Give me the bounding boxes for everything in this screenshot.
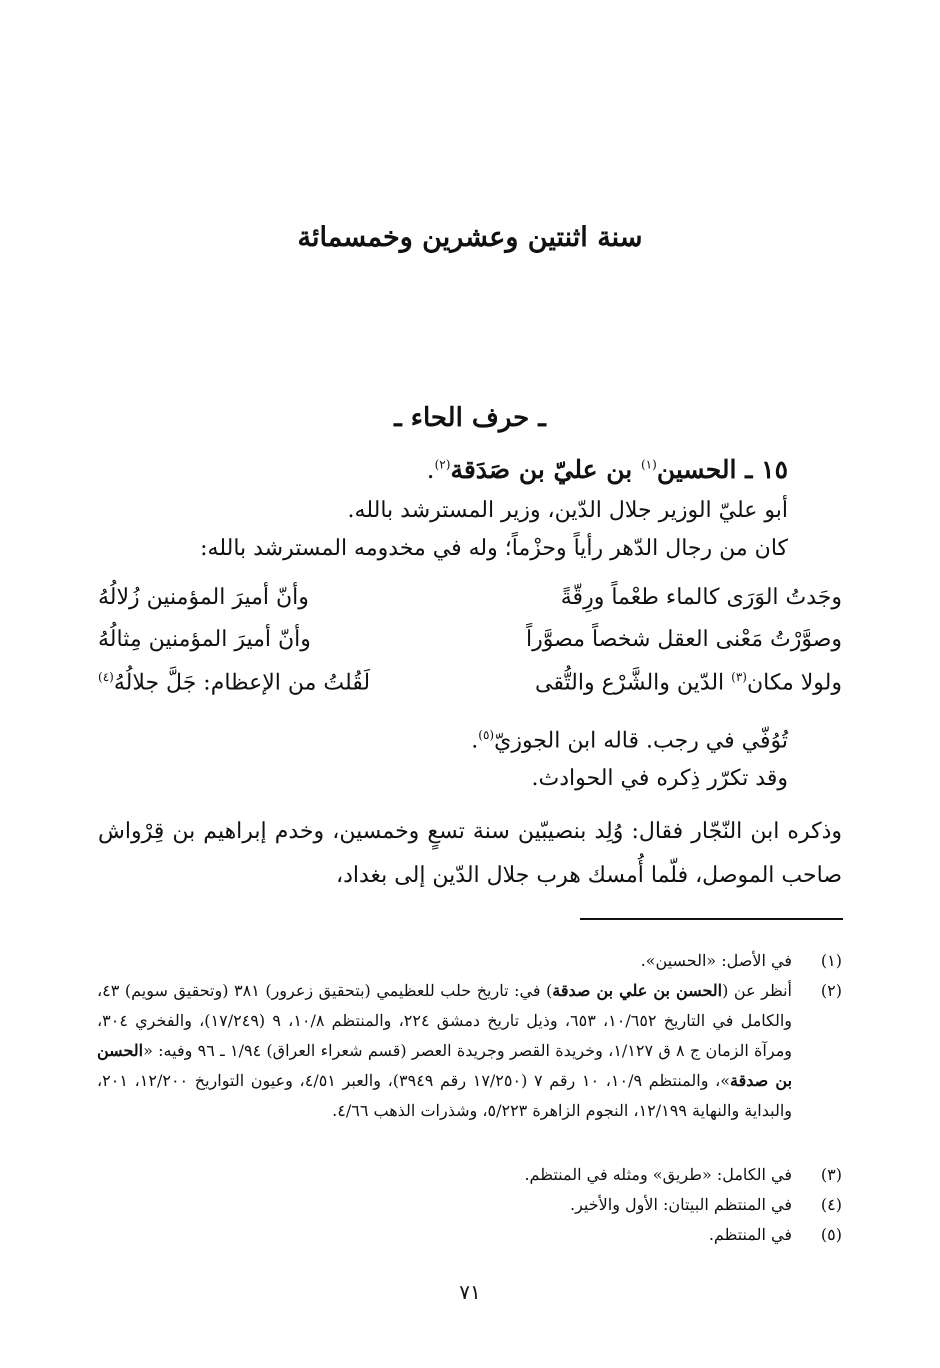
footnote-ref-2: (٢) <box>434 457 451 472</box>
verse-3-first-hemistich <box>535 670 842 695</box>
footnote-ref-5: (٥) <box>478 728 495 742</box>
verse-3-first-start: ولولا مكان <box>746 670 842 696</box>
footnote-ref-4: (٤) <box>98 670 114 684</box>
section-heading: ـ حرف الحاء ـ <box>394 403 546 433</box>
verse-2-first-hemistich: وصوَّرْتُ مَعْنى العقل شخصاً مصوَّراً <box>526 627 842 652</box>
footnote-2-bold-name-2: الحسن بن صدقة <box>97 1041 793 1090</box>
death-end: . <box>471 728 479 754</box>
intro-line: كان من رجال الدّهر رأياً وحزْماً؛ وله في مخدومه المسترشد بالله: <box>200 536 788 561</box>
entry-number: ١٥ ـ <box>745 455 788 484</box>
entry-heading <box>427 455 788 484</box>
footnote-separator <box>580 918 843 920</box>
poem-verse-1 <box>98 585 842 625</box>
kunya-line: أبو عليّ الوزير جلال الدّين، وزير المسترشد بالله. <box>347 498 788 523</box>
death-line <box>471 728 788 753</box>
poem-verse-3 <box>98 670 842 710</box>
entry-name-rest: بن عليّ بن صَدَقة <box>450 455 633 484</box>
footnote-2-bold-name: الحسن بن علي بن صدقة <box>552 981 723 1000</box>
page-number: ٧١ <box>459 1280 481 1304</box>
footnote-4 <box>97 1190 842 1220</box>
entry-name: الحسين <box>656 455 737 484</box>
death-text: تُوُفّي في رجب. قاله ابن الجوزيّ <box>494 728 788 754</box>
poem-verse-2 <box>98 627 842 667</box>
footnote-2-pre: أنظر عن ( <box>722 981 793 1000</box>
footnote-number: (١) <box>820 951 842 970</box>
repeat-line: وقد تكرّر ذِكره في الحوادث. <box>531 766 788 791</box>
footnote-5 <box>97 1220 842 1250</box>
verse-3-second-hemistich <box>98 670 370 695</box>
footnote-text: في المنتظم البيتان: الأول والأخير. <box>570 1195 792 1214</box>
footnote-2-body-2: »، والمنتظم ١٠/٩، ١٠ رقم ٧ (١٧/٢٥٠ رقم ٣٩٤٩)، والعبر ٤/٥١، وعيون التواريخ ١٢/٢٠٠، ٢٠١، والبداية والنهاية ١٢/١٩٩، النجوم الزاهرة ٥/٢٢٣، وشذرات الذهب ٤/٦٦. <box>97 1071 792 1120</box>
footnote-number: (٢) <box>820 981 842 1000</box>
footnote-3 <box>97 1160 842 1190</box>
footnote-text: في الكامل: «طريق» ومثله في المنتظم. <box>524 1165 792 1184</box>
footnote-ref-3: (٣) <box>731 670 747 684</box>
main-paragraph: وذكره ابن النّجّار فقال: وُلِد بنصيبّين سنة تسعٍ وخمسين، وخدم إبراهيم بن قِرْواش صاحب الموصل، فلّما أُمسك هرب جلال الدّين إلى بغداد، <box>98 819 842 888</box>
verse-1-second-hemistich: وأنّ أميرَ المؤمنين زُلالُهُ <box>98 585 309 610</box>
footnote-2-body: ) في: تاريخ حلب للعظيمي (بتحقيق زعرور) ٣٨١ (وتحقيق سويم) ٤٣، والكامل في التاريخ ١٠/٦٥٢، ٦٥٣، وذيل تاريخ دمشق ٢٢٤، والمنتظم ١٠/٨، ٩ (١٧/٢٤٩)، والفخري ٣٠٤، ومرآة الزمان ج ٨ ق ١/١٢٧، وخريدة القصر وجريدة العصر (قسم شعراء العراق) ١/٩٤ ـ ٩٦ وفيه: « <box>97 981 793 1060</box>
verse-3-first-rest: الدّين والشَّرْع والتُّقى <box>535 670 732 696</box>
footnote-ref-1: (١) <box>640 457 657 472</box>
year-title: سنة اثنتين وعشرين وخمسمائة <box>297 222 643 253</box>
footnote-number: (٣) <box>820 1165 842 1184</box>
verse-3-second-text: لَقُلتُ من الإعظام: جَلَّ جلالُهُ <box>113 670 371 696</box>
footnote-number: (٥) <box>820 1225 842 1244</box>
footnote-text: في الأصل: «الحسين». <box>640 951 792 970</box>
verse-1-first-hemistich: وجَدتُ الوَرَى كالماء طعْماً ورِقّةً <box>560 585 842 610</box>
footnote-2 <box>97 976 842 1126</box>
footnote-1 <box>97 946 842 976</box>
footnote-text <box>97 976 792 1126</box>
footnote-number: (٤) <box>820 1195 842 1214</box>
verse-2-second-hemistich: وأنّ أميرَ المؤمنين مِثالُهُ <box>98 627 311 652</box>
entry-end: . <box>426 455 435 484</box>
footnote-text: في المنتظم. <box>708 1225 792 1244</box>
